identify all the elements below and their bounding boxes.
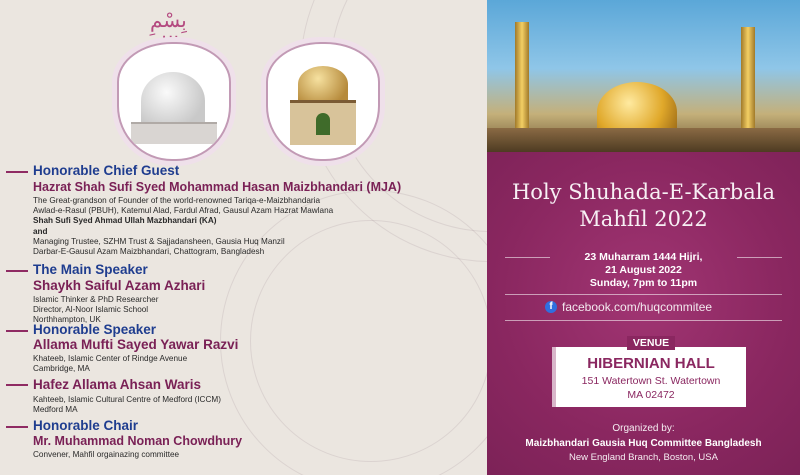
golden-dome-icon [298,66,348,102]
guest-description-line: The Great-grandson of Founder of the world-renowned Tariqa-e-Maizbhandaria [33,196,321,205]
shrine-photo [487,0,800,152]
section-heading: Honorable Speaker [33,322,157,337]
shrine-image-white-dome [117,42,231,161]
facebook-link[interactable] [545,300,712,314]
chair-description-line: Convener, Mahfil orgainazing committee [33,450,180,459]
section-bar [6,330,28,332]
venue-address-line2: MA 02472 [627,389,675,401]
guest-description-line: Managing Trustee, SZHM Trust & Sajjadansheen, Gausia Huq Manzil [33,236,285,246]
venue-box [552,337,746,407]
honorable-chair-section [0,418,487,468]
speaker-name: Allama Mufti Sayed Yawar Razvi [33,337,239,352]
chair-name: Mr. Muhammad Noman Chowdhury [33,434,243,448]
event-info-panel [487,0,800,475]
section-heading: Honorable Chief Guest [33,163,180,178]
section-bar [6,426,28,428]
shrine-image-minaret [266,42,380,161]
event-time: Sunday, 7pm to 11pm [589,277,698,289]
section-heading: Honorable Chair [33,418,139,433]
speaker-description-line: Northhampton, UK [33,315,101,325]
event-title-line1: Holy Shuhada-E-Karbala [511,180,775,204]
speaker-description-line: Khateeb, Islamic Center of Rindge Avenue [33,354,188,363]
guest-name: Hazrat Shah Sufi Syed Mohammad Hasan Maizbhandari (MJA) [33,180,402,194]
venue-label: VENUE [627,336,675,350]
date-hijri: 23 Muharram 1444 Hijri, [584,251,703,263]
event-title-line2: Mahfil 2022 [579,207,708,231]
section-bar [6,384,28,386]
organizer-branch: New England Branch, Boston, USA [569,452,718,463]
divider [505,294,782,295]
speaker-description-line: Cambridge, MA [33,364,90,374]
guest-description-line: Darbar-E-Gausul Azam Maizbhandari, Chattogram, Bangladesh [33,247,265,257]
speaker-description-line: Director, Al-Noor Islamic School [33,305,149,315]
speaker-description-line: Islamic Thinker & PhD Researcher [33,295,159,304]
honorable-speaker-section [0,322,487,376]
guest-description-line: and [33,226,48,236]
speaker-description-line: Kahteeb, Islamic Cultural Centre of Medford (ICCM) [33,395,221,404]
section-bar [6,270,28,272]
date-gregorian: 21 August 2022 [605,264,682,276]
guest-sections [0,163,487,468]
speaker-description-line: Medford MA [33,405,78,415]
guest-description-line: Shah Sufi Syed Ahmad Ullah Mazbhandari (KA) [33,216,217,226]
facebook-icon: f [545,301,557,313]
main-speaker-section [0,262,487,325]
speaker-name: Shaykh Saiful Azam Azhari [33,278,206,293]
section-heading: The Main Speaker [33,262,148,277]
venue-address-line1: 151 Watertown St. Watertown [581,375,721,387]
divider [505,320,782,321]
guest-description-line: Awlad-e-Rasul (PBUH), Katemul Alad, Fardul Afrad, Gausul Azam Hazrat Mawlana [33,206,334,216]
facebook-url: facebook.com/huqcommitee [562,300,713,314]
organizer-label: Organized by: [612,423,675,434]
bismillah-calligraphy: بِسْمِ [150,8,187,32]
organizer-name: Maizbhandari Gausia Huq Committee Bangladesh [525,438,762,449]
chief-guest-section [0,163,487,262]
venue-name: HIBERNIAN HALL [587,355,715,372]
speaker-name: Hafez Allama Ahsan Waris [33,377,202,392]
hafez-section [0,376,487,418]
section-bar [6,171,28,173]
